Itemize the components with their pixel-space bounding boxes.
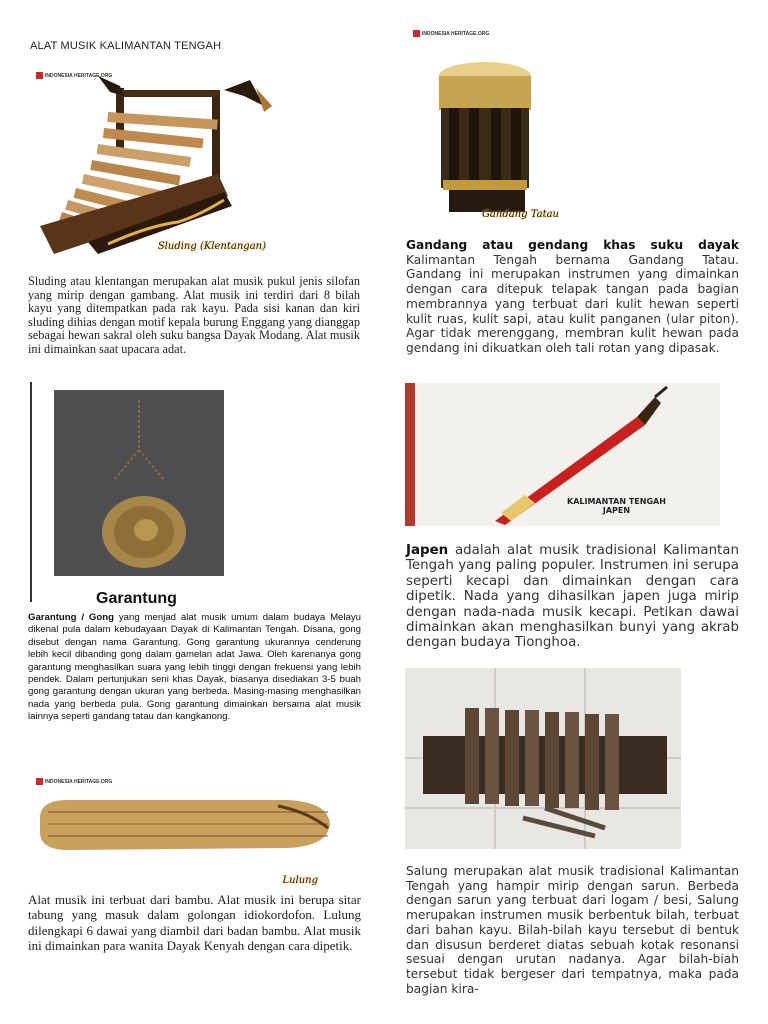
watermark: INDONESIA HERITAGE.ORG [413, 30, 489, 37]
divider-line [30, 382, 32, 602]
sluding-description: Sluding atau klentangan merupakan alat musik pukul jenis silofan yang mirip dengan gambang. Alat musik ini terdiri dari 8 bilah kayu yang ditempatkan pada rak kayu. Pada sisi kanan dan kiri sluding dihias dengan motif kepala burung Enggang yang dianggap sebagai hewan sakral oleh suku bangsa Dayak Modang. Alat musik ini dimainkan saat upacara adat. [28, 274, 360, 356]
garantung-lead: Garantung / Gong [28, 612, 114, 623]
gandang-description [406, 238, 739, 356]
garantung-caption: Garantung [96, 590, 177, 607]
garantung-body: yang menjad alat musik umum dalam budaya Melayu dikenal pula dalam kebudayaan Dayak di Kalimantan Tengah. Disana, gong disebut dengan nama Garantung. Gong garantung ukurannya cenderung lebih kecil dibanding gong dalam gamelan adat Jawa. Oleh karenanya gong garantung menghasilkan suara yang lebih tinggi dengan frekuensi yang lebih pendek. Dalam pertunjukan seni khas Dayak, biasanya disediakan 3-5 buah gong garantung dengan ukuran yang berbeda. Masing-masing menghasilkan nada yang berbeda pula. Gong garantung dimainkan bersama alat musik lainnya seperti gandang tatau dan kangkanong. [28, 612, 361, 723]
lulung-description: Alat musik ini terbuat dari bambu. Alat musik ini berupa sitar tabung yang masuk dalam golongan idiokordofon. Lulung dilengkapi 6 dawai yang diambil dari badan bambu. Alat musik ini dimainkan para wanita Dayak Kenyah dengan cara dipetik. [28, 892, 361, 954]
watermark: INDONESIA HERITAGE.ORG [36, 72, 112, 79]
garantung-image [54, 390, 224, 576]
watermark-logo-icon [36, 72, 43, 79]
salung-description: Salung merupakan alat musik tradisional Kalimantan Tengah yang hampir mirip dengan sarun. Berbeda dengan sarun yang terbuat dari logam / besi, Salung merupakan instrumen musik berbentuk bilah, terbuat dari bahan kayu. Bilah-bilah kayu tersebut di bentuk dan disusun berderet diatas sebuah kotak resonansi sesuai dengan urutan nadanya. Agar bilah-biah tersebut tidak bergeser dari tempatnya, maka pada bagian kira- [406, 864, 739, 996]
japen-caption [567, 497, 666, 515]
watermark-logo-icon [36, 778, 43, 785]
lulung-illustration [28, 772, 338, 890]
japen-lead: Japen [406, 543, 449, 558]
watermark: INDONESIA HERITAGE.ORG [36, 778, 112, 785]
gandang-image [405, 24, 567, 224]
gandang-body: Kalimantan Tengah bernama Gandang Tatau. Gandang ini merupakan instrumen yang dimainkan dengan cara ditepuk telapak tangan pada bagian membrannya yang terbuat dari kulit hewan seperti kulit ruas, kulit sapi, atau kulit panganen (ular piton). Agar tidak merenggang, membran kulit hewan pada gendang ini dikuatkan oleh tali rotan yang dipasak. [406, 252, 739, 355]
page-title: ALAT MUSIK KALIMANTAN TENGAH [30, 40, 222, 52]
japen-description [406, 543, 739, 651]
salung-illustration [405, 668, 681, 849]
watermark-logo-icon [413, 30, 420, 37]
japen-caption-line2: JAPEN [602, 506, 631, 515]
sluding-image [28, 66, 284, 262]
garantung-illustration [54, 390, 224, 576]
sluding-caption: Sluding (Klentangan) [157, 241, 266, 252]
japen-illustration [405, 383, 720, 526]
garantung-description [28, 612, 361, 724]
japen-image [405, 383, 720, 526]
salung-image [405, 668, 681, 849]
sluding-illustration [28, 66, 284, 262]
lulung-image [28, 772, 338, 890]
japen-caption-line1: KALIMANTAN TENGAH [567, 497, 666, 506]
gandang-illustration [405, 24, 567, 224]
gandang-lead: Gandang atau gendang khas suku dayak [406, 238, 739, 252]
lulung-caption: Lulung [282, 875, 318, 886]
gandang-caption: Gandang Tatau [481, 209, 559, 220]
japen-body: adalah alat musik tradisional Kalimantan Tengah yang paling populer. Instrumen ini serupa seperti kecapi dan dimainkan dengan cara dipetik. Nada yang dihasilkan japen juga mirip dengan nada-nada musik kecapi. Petikan dawai dimainkan akan menghasilkan bunyi yang akrab dengan budaya Tionghoa. [406, 543, 739, 651]
